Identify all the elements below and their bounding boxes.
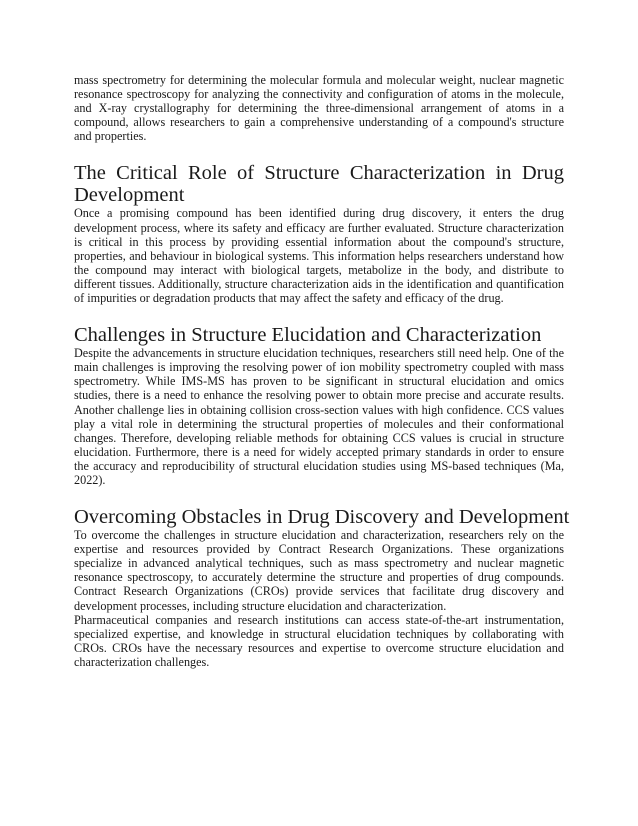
document-page <box>74 73 570 669</box>
section-heading-challenges: Challenges in Structure Elucidation and Characterization <box>74 324 542 347</box>
section-heading-structure-characterization: The Critical Role of Structure Characterization in Drug Development <box>74 162 564 207</box>
section-heading-overcoming-obstacles: Overcoming Obstacles in Drug Discovery and Development <box>74 506 570 529</box>
section-paragraph: Despite the advancements in structure elucidation techniques, researchers still need help. One of the main challenges is improving the resolving power of ion mobility spectrometry coupled with mass spectrometry. While IMS-MS has proven to be significant in structural elucidation and omics studies, there is a need to enhance the resolving power to obtain more precise and accurate results. Another challenge lies in obtaining collision cross-section values with high confidence. CCS values play a vital role in determining the structural properties of molecules and their conformational changes. Therefore, developing reliable methods for obtaining CCS values is crucial in structure elucidation. Furthermore, there is a need for widely accepted primary standards in order to ensure the accuracy and reproducibility of structural elucidation studies using MS-based techniques (Ma, 2022). <box>74 346 564 487</box>
intro-paragraph: mass spectrometry for determining the molecular formula and molecular weight, nuclear magnetic resonance spectroscopy for analyzing the connectivity and configuration of atoms in the molecule, and X-ray crystallography for determining the three-dimensional arrangement of atoms in a compound, allows researchers to gain a comprehensive understanding of a compound's structure and properties. <box>74 73 564 144</box>
spacer <box>74 143 564 162</box>
section-paragraph: Once a promising compound has been identified during drug discovery, it enters the drug development process, where its safety and efficacy are further evaluated. Structure characterization is critical in this process by providing essential information about the compound's structure, properties, and behaviour in biological systems. This information helps researchers understand how the compound may interact with biological targets, metabolize in the body, and distribute to different tissues. Additionally, structure characterization aids in the identification and quantification of impurities or degradation products that may affect the safety and efficacy of the drug. <box>74 206 564 306</box>
section-paragraph: Pharmaceutical companies and research institutions can access state-of-the-art instrumentation, specialized expertise, and knowledge in structural elucidation techniques by collaborating with CROs. CROs have the necessary resources and expertise to overcome structure elucidation and characterization challenges. <box>74 612 564 669</box>
spacer <box>74 305 564 324</box>
section-paragraph: To overcome the challenges in structure elucidation and characterization, researchers rely on the expertise and resources provided by Contract Research Organizations. These organizations specialize in advanced analytical techniques, such as mass spectrometry and nuclear magnetic resonance spectroscopy, to accurately determine the structure and properties of drug compounds. Contract Research Organizations (CROs) provide services that facilitate drug discovery and development processes, including structure elucidation and characterization. <box>74 528 564 613</box>
spacer <box>74 487 564 506</box>
